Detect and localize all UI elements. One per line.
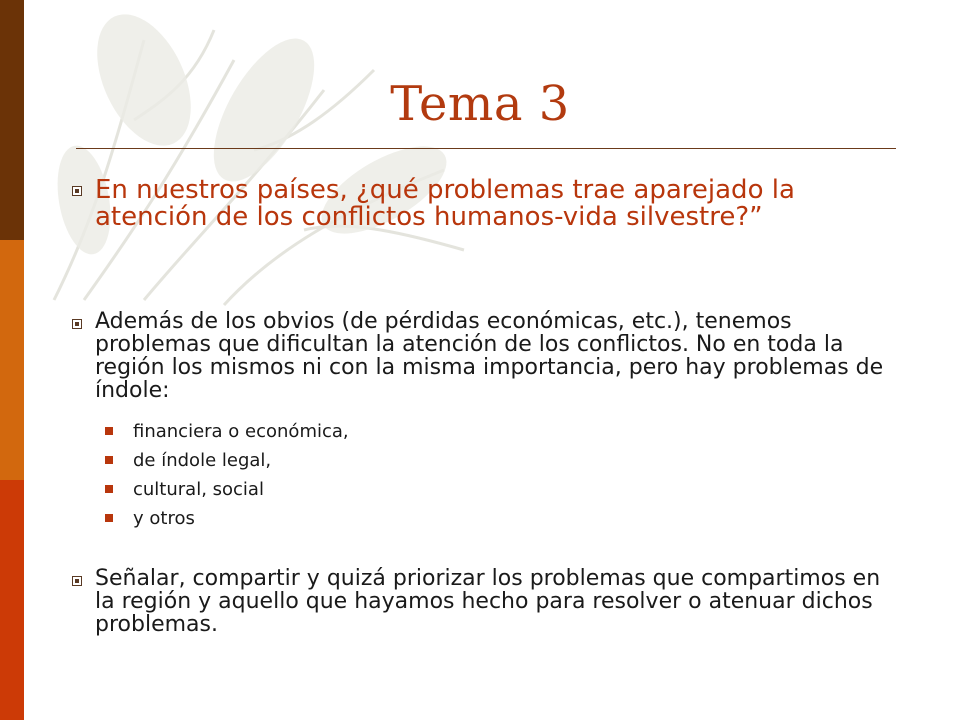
filled-square-icon — [105, 485, 113, 493]
left-stripe-middle — [0, 240, 24, 480]
filled-square-icon — [105, 456, 113, 464]
slide-title: Tema 3 — [390, 76, 570, 132]
sub-item-text: de índole legal, — [133, 450, 272, 471]
leaf-watermark — [24, 0, 484, 310]
filled-square-icon — [105, 514, 113, 522]
bullet-text: Además de los obvios (de pérdidas económicas, etc.), tenemos problemas que dificultan la atención de los conflictos. No en toda la región los mismos ni con la misma importancia, pero hay problemas de índole: — [95, 309, 884, 403]
sub-item-text: cultural, social — [133, 479, 264, 500]
left-stripe-bottom — [0, 480, 24, 720]
square-bullet-icon — [72, 319, 82, 329]
title-divider — [76, 148, 896, 149]
sub-item-text: y otros — [133, 508, 195, 529]
bullet-text: En nuestros países, ¿qué problemas trae aparejado la atención de los conflictos humanos-vida silvestre?” — [95, 175, 795, 232]
bullet-text: Señalar, compartir y quizá priorizar los problemas que compartimos en la región y aquello que hayamos hecho para resolver o atenuar dichos problemas. — [95, 566, 881, 637]
filled-square-icon — [105, 427, 113, 435]
sub-item-text: financiera o económica, — [133, 421, 349, 442]
square-bullet-icon — [72, 576, 82, 586]
square-bullet-icon — [72, 186, 82, 196]
